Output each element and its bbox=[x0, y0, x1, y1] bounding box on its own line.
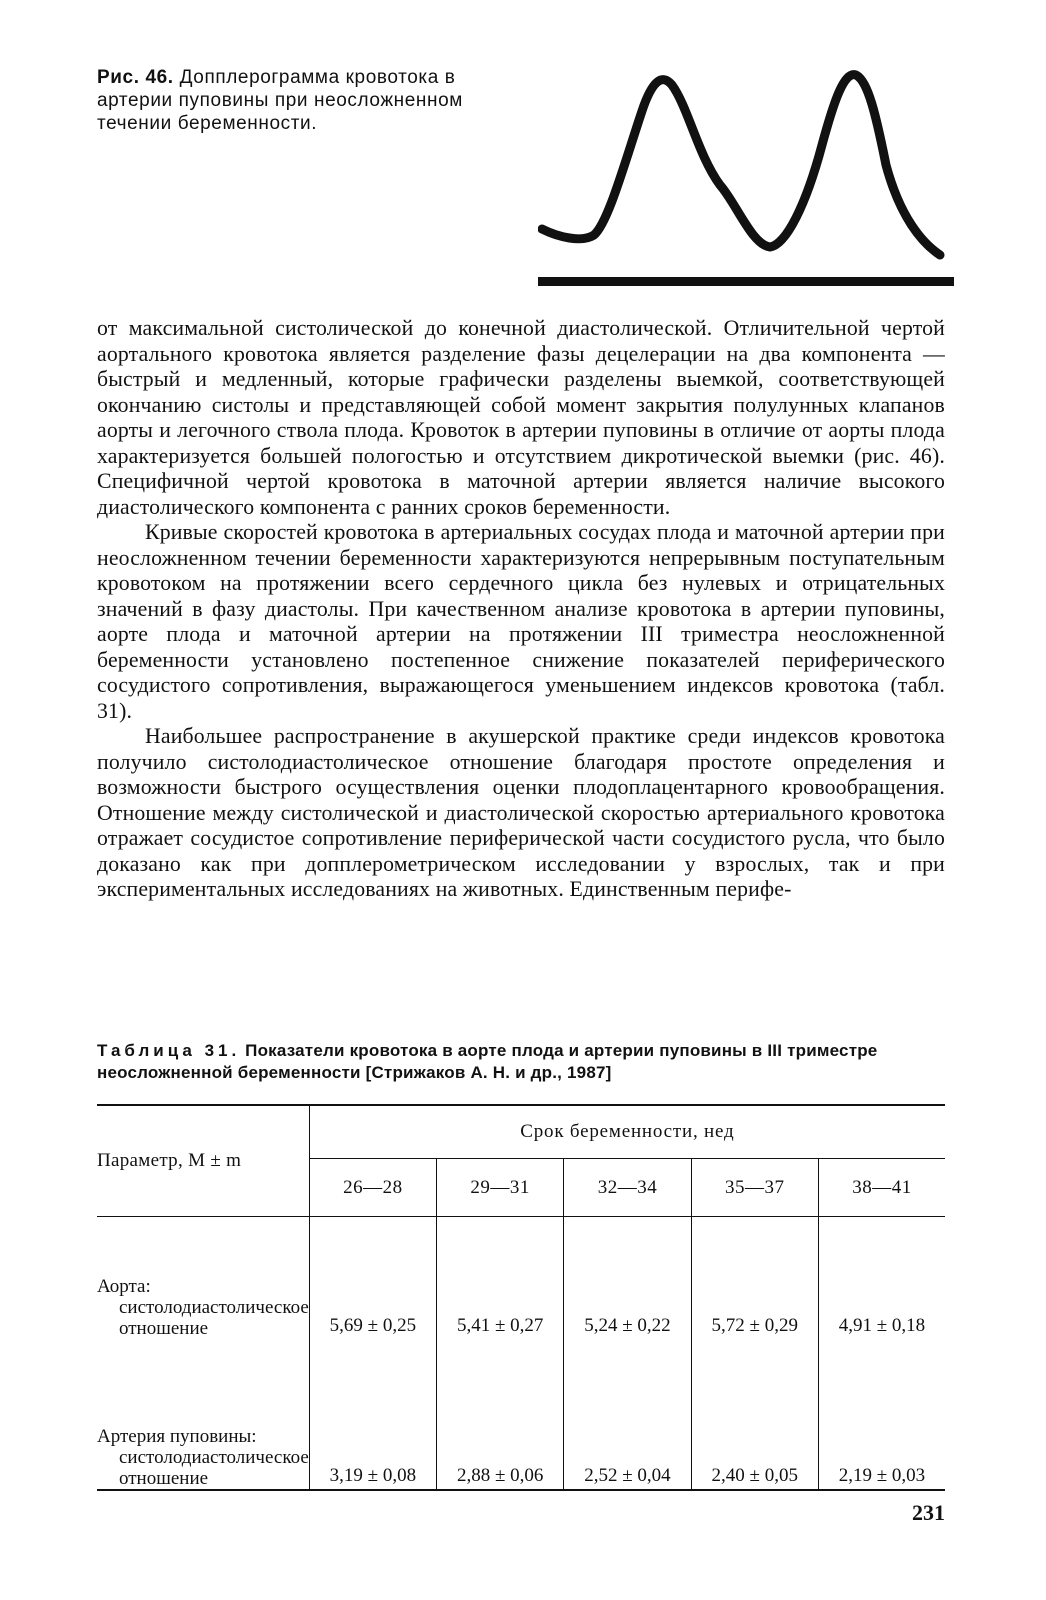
row-label bbox=[97, 1217, 309, 1340]
row-sub-label: систолодиастолическое отношение bbox=[119, 1297, 309, 1339]
paragraph-3: Наибольшее распространение в акушерской практике среди индексов кровотока получило систолодиастолическое отношение благодаря простоте определения и возможности быстрого осуществления оценки плодоплацентарного кровообращения. Отношение между систолической и диастолической скоростью артериального кровотока отражает сосудистое сопротивление периферической части сосудистого русла, что было доказано как при допплерометрическом исследовании у взрослых, так и при экспериментальных исследованиях на животных. Единственным перифе- bbox=[97, 724, 945, 901]
row-sub-label: систолодиастолическое отношение bbox=[119, 1447, 309, 1489]
doppler-waveform-figure bbox=[538, 55, 958, 300]
figure-caption-line2: артерии пуповины при неосложненном bbox=[97, 90, 463, 111]
figure-label: Рис. 46. bbox=[97, 67, 174, 88]
table-caption bbox=[97, 1040, 953, 1084]
term-header: 26—28 bbox=[343, 1176, 403, 1198]
data-table bbox=[97, 1104, 945, 1491]
table-cell: 3,19 ± 0,08 bbox=[329, 1465, 417, 1486]
row-label bbox=[97, 1339, 309, 1490]
term-span-header: Срок беременности, нед bbox=[309, 1105, 945, 1159]
page-number: 231 bbox=[912, 1500, 945, 1525]
paragraph-1: от максимальной систолической до конечной диастолической. Отличительной чертой аортального кровотока является разделение фазы децелерации на два компонента — быстрый и медленный, которые графически разделены выемкой, соответствующей окончанию систолы и представляющей собой момент закрытия полулунных клапанов аорты и легочного ствола плода. Кровоток в артерии пуповины в отличие от аорты плода характеризуется большей пологостью и отсутствием дикротической выемки (рис. 46). Специфичной чертой кровотока в маточной артерии является наличие высокого диастолического компонента с ранних сроков беременности. bbox=[97, 316, 945, 519]
table-row bbox=[97, 1217, 945, 1340]
body-text bbox=[97, 316, 945, 903]
table-cell: 5,41 ± 0,27 bbox=[437, 1217, 564, 1340]
table-cell: 2,52 ± 0,04 bbox=[564, 1339, 691, 1490]
table-cell: 2,19 ± 0,03 bbox=[818, 1339, 945, 1490]
table-row bbox=[97, 1339, 945, 1490]
row-group-label: Аорта: bbox=[97, 1276, 151, 1297]
table-cell: 4,91 ± 0,18 bbox=[818, 1217, 945, 1340]
table-cell: 5,72 ± 0,29 bbox=[691, 1217, 818, 1340]
term-header: 38—41 bbox=[818, 1159, 945, 1217]
table-cell: 5,69 ± 0,25 bbox=[309, 1217, 436, 1340]
param-header: Параметр, M ± m bbox=[97, 1105, 309, 1217]
row-group-label: Артерия пуповины: bbox=[97, 1426, 257, 1447]
figure-caption-line3: течении беременности. bbox=[97, 113, 318, 134]
term-header: 29—31 bbox=[437, 1159, 564, 1217]
table-cell: 2,40 ± 0,05 bbox=[691, 1339, 818, 1490]
doppler-baseline bbox=[538, 277, 954, 286]
term-header: 35—37 bbox=[691, 1159, 818, 1217]
figure-caption-line1: Допплерограмма кровотока в bbox=[179, 67, 456, 88]
figure-caption bbox=[97, 66, 517, 135]
table-cell: 5,24 ± 0,22 bbox=[564, 1217, 691, 1340]
table-caption-text: Показатели кровотока в аорте плода и артерии пуповины в III триместре неосложненной беременности [Стрижаков А. Н. и др., 1987] bbox=[97, 1041, 878, 1082]
term-header: 32—34 bbox=[564, 1159, 691, 1217]
paragraph-2: Кривые скоростей кровотока в артериальных сосудах плода и маточной артерии при неосложненном течении беременности характеризуются непрерывным поступательным кровотоком на протяжении всего сердечного цикла без нулевых и отрицательных значений в фазу диастолы. При качественном анализе кровотока в артерии пуповины, аорте плода и маточной артерии на протяжении III триместра неосложненной беременности установлено постепенное снижение показателей периферического сосудистого сопротивления, выражающегося уменьшением индексов кровотока (табл. 31). bbox=[97, 520, 945, 723]
table-caption-label: Таблица 31. bbox=[97, 1041, 241, 1060]
doppler-waveform-curve bbox=[542, 75, 940, 255]
table-cell: 2,88 ± 0,06 bbox=[437, 1339, 564, 1490]
